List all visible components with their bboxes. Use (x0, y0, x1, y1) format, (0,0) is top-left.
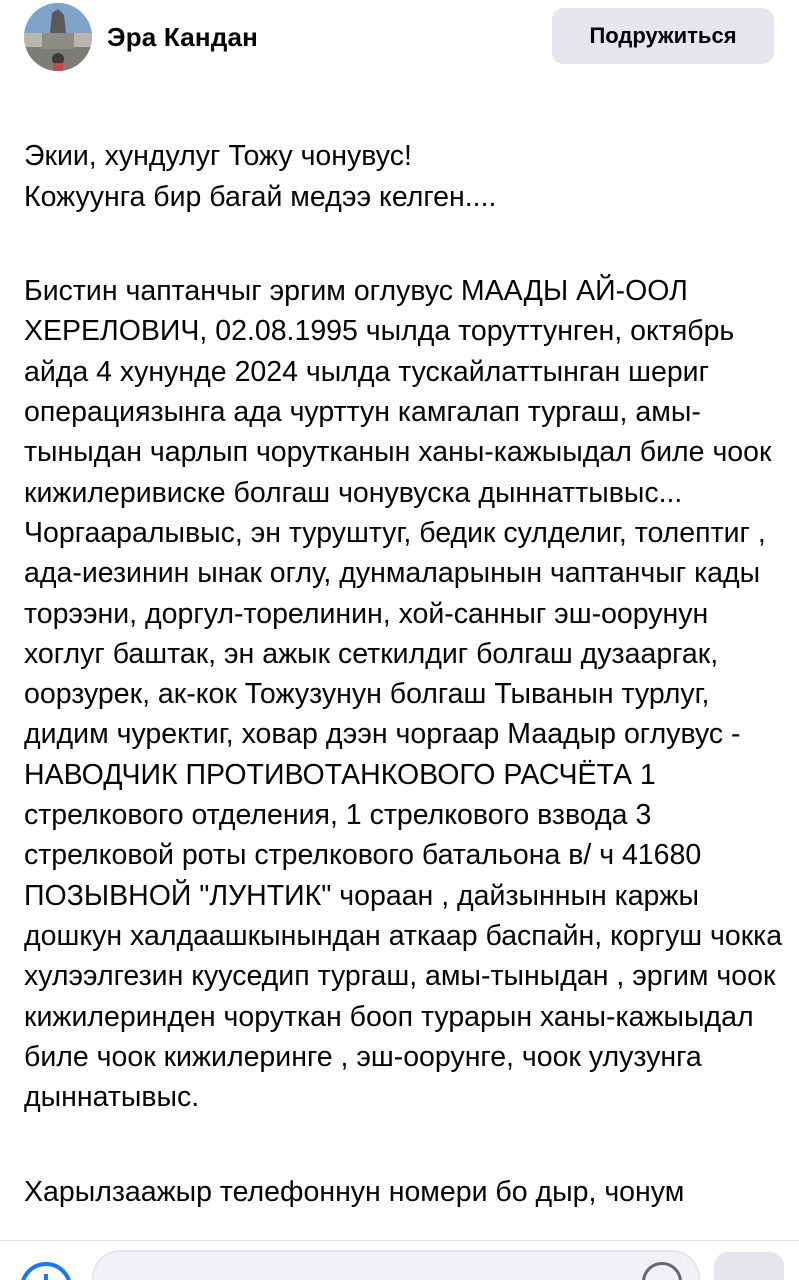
post-paragraph-main: Бистин чаптанчыг эргим оглувус МААДЫ АЙ-ООЛ ХЕРЕЛОВИЧ, 02.08.1995 чылда торуттунген, октябрь айда 4 хунунде 2024 чылда тускайлаттынган шериг операциязынга ада чурттун камгалап тургаш, амы-тыныдан чарлып чорутканын ханы-кажыыдал биле чоок кижилеривиске болгаш чонувуска дыннаттывыс... Чоргааралывыс, эн туруштуг, бедик сулделиг, толептиг , ада-иезинин ынак оглу, дунмаларынын чаптанчыг кады торээни, доргул-торелинин, хой-санныг эш-оорунун хоглуг баштак, эн ажык сеткилдиг болгаш дузааргак, оорзурек, ак-кок Тожузунун болгаш Тыванын турлуг, дидим чуректиг, ховар дээн чоргаар Маадыр оглувус - НАВОДЧИК ПРОТИВОТАНКОВОГО РАСЧЁТА 1 стрелкового отделения, 1 стрелкового взвода 3 стрелковой роты стрелкового батальона в/ ч 41680 ПОЗЫВНОЙ "ЛУНТИК" чораан , дайзыннын каржы дошкун халдаашкынындан аткаар баспайн, коргуш чокка хулээлгезин кууседип тургаш, амы-тыныдан , эргим чоок кижилеринден чоруткан боoп турарын ханы-кажыыдал биле чоок кижилеринге , эш-оорунге, чоок улузунга дыннатывыс. (24, 275, 783, 1114)
post-paragraph-contact: Харылзаажыр телефоннун номери бо дыр, чонум (24, 1175, 685, 1208)
post-header (0, 0, 799, 80)
post-paragraph-greeting: Экии, хундулуг Тожу чонувус! Кожуунга бир багай медээ келген.... (24, 140, 497, 213)
post-body (24, 96, 784, 1252)
comment-input[interactable] (92, 1250, 700, 1280)
author-name[interactable]: Эра Кандан (107, 22, 259, 52)
add-friend-button[interactable]: Подружиться (552, 8, 774, 64)
avatar[interactable] (24, 3, 92, 71)
send-button[interactable] (714, 1252, 784, 1280)
profile-photo-icon (24, 3, 92, 71)
